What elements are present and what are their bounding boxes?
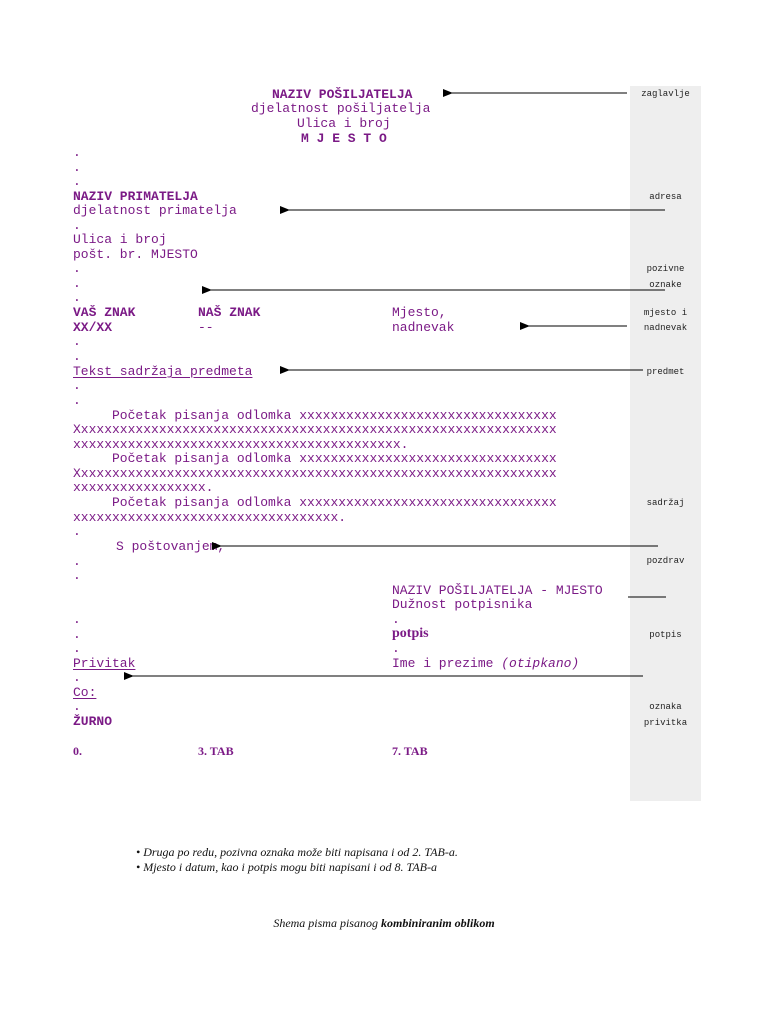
- dot-line: .: [73, 524, 81, 539]
- note-content: sadržaj: [646, 498, 685, 508]
- dot-line: .: [73, 145, 81, 160]
- tab-marker-0: 0.: [73, 744, 82, 758]
- dot-line: .: [73, 261, 81, 276]
- tab-marker-7: 7. TAB: [392, 744, 428, 758]
- dot-line: .: [73, 334, 81, 349]
- recipient-post: pošt. br. MJESTO: [73, 247, 198, 262]
- note-header: zaglavlje: [641, 89, 690, 99]
- urgent-label: ŽURNO: [73, 714, 113, 729]
- dot-line: .: [73, 378, 81, 393]
- dot-line: .: [73, 699, 81, 714]
- body-line: Početak pisanja odlomka xxxxxxxxxxxxxxxxxxxxxxxxxxxxxxxxx: [73, 408, 557, 423]
- greeting: S poštovanjem,: [116, 539, 226, 554]
- caption: [0, 916, 768, 931]
- note-enclosure-2: privitka: [643, 718, 688, 728]
- cc-label: Co:: [73, 685, 97, 700]
- tab-marker-3: 3. TAB: [198, 744, 234, 758]
- dot-line: .: [73, 568, 81, 583]
- place-label: Mjesto,: [392, 305, 447, 320]
- note-place-2: nadnevak: [643, 323, 688, 333]
- body-line: Xxxxxxxxxxxxxxxxxxxxxxxxxxxxxxxxxxxxxxxxxxxxxxxxxxxxxxxxxxxxxx: [73, 422, 557, 437]
- note-signature: potpis: [649, 630, 682, 640]
- note-place-1: mjesto i: [643, 308, 688, 318]
- sender-name: NAZIV POŠILJATELJA: [272, 87, 413, 102]
- our-ref-value: --: [198, 320, 214, 335]
- signature-sign: potpis: [392, 626, 429, 641]
- footnote-2: • Mjesto i datum, kao i potpis mogu biti napisani i od 8. TAB-a: [136, 860, 437, 874]
- footnote-1: • Druga po redu, pozivna oznaka može biti napisana i od 2. TAB-a.: [136, 845, 458, 859]
- dot-line: .: [73, 174, 81, 189]
- sender-activity: djelatnost pošiljatelja: [251, 101, 431, 116]
- dot-line: .: [73, 218, 81, 233]
- recipient-name: NAZIV PRIMATELJA: [73, 189, 198, 204]
- dot-line: .: [73, 641, 81, 656]
- your-ref-value: XX/XX: [73, 320, 113, 335]
- dot-line: .: [73, 349, 81, 364]
- dot-line: .: [73, 670, 81, 685]
- body-line: xxxxxxxxxxxxxxxxxxxxxxxxxxxxxxxxxxxxxxxxxx.: [73, 437, 409, 452]
- signature-name-text: Ime i prezime: [392, 656, 502, 671]
- signature-duty: Dužnost potpisnika: [392, 597, 533, 612]
- subject-line: Tekst sadržaja predmeta: [73, 364, 253, 379]
- your-ref-label: VAŠ ZNAK: [73, 305, 136, 320]
- body-line: xxxxxxxxxxxxxxxxx.: [73, 480, 214, 495]
- dot-line: .: [73, 160, 81, 175]
- dot-line: .: [73, 627, 81, 642]
- dot-line: .: [73, 393, 81, 408]
- dot-line: .: [392, 612, 400, 627]
- dot-line: .: [73, 276, 81, 291]
- body-line: Xxxxxxxxxxxxxxxxxxxxxxxxxxxxxxxxxxxxxxxxxxxxxxxxxxxxxxxxxxxxxx: [73, 466, 557, 481]
- note-enclosure-1: oznaka: [649, 702, 682, 712]
- date-label: nadnevak: [392, 320, 455, 335]
- our-ref-label: NAŠ ZNAK: [198, 305, 261, 320]
- caption-bold: kombiniranim oblikom: [380, 916, 495, 930]
- note-address: adresa: [649, 192, 682, 202]
- note-ref-2: oznake: [649, 280, 682, 290]
- caption-prefix: Shema pisma pisanog: [273, 916, 381, 930]
- enclosure-label: Privitak: [73, 656, 136, 671]
- signature-typed: (otipkano): [501, 656, 580, 671]
- dot-line: .: [392, 641, 400, 656]
- dot-line: .: [73, 290, 81, 305]
- sender-place: M J E S T O: [301, 131, 387, 146]
- note-greeting: pozdrav: [646, 556, 685, 566]
- recipient-street: Ulica i broj: [73, 232, 167, 247]
- body-line: Početak pisanja odlomka xxxxxxxxxxxxxxxxxxxxxxxxxxxxxxxxx: [73, 495, 557, 510]
- signature-sender-place: NAZIV POŠILJATELJA - MJESTO: [392, 583, 603, 598]
- note-ref-1: pozivne: [646, 264, 685, 274]
- note-subject: predmet: [646, 367, 685, 377]
- dot-line: .: [73, 554, 81, 569]
- sender-street: Ulica i broj: [297, 116, 391, 131]
- body-line: Početak pisanja odlomka xxxxxxxxxxxxxxxxxxxxxxxxxxxxxxxxx: [73, 451, 557, 466]
- body-line: xxxxxxxxxxxxxxxxxxxxxxxxxxxxxxxxxx.: [73, 510, 347, 525]
- recipient-activity: djelatnost primatelja: [73, 203, 237, 218]
- dot-line: .: [73, 612, 81, 627]
